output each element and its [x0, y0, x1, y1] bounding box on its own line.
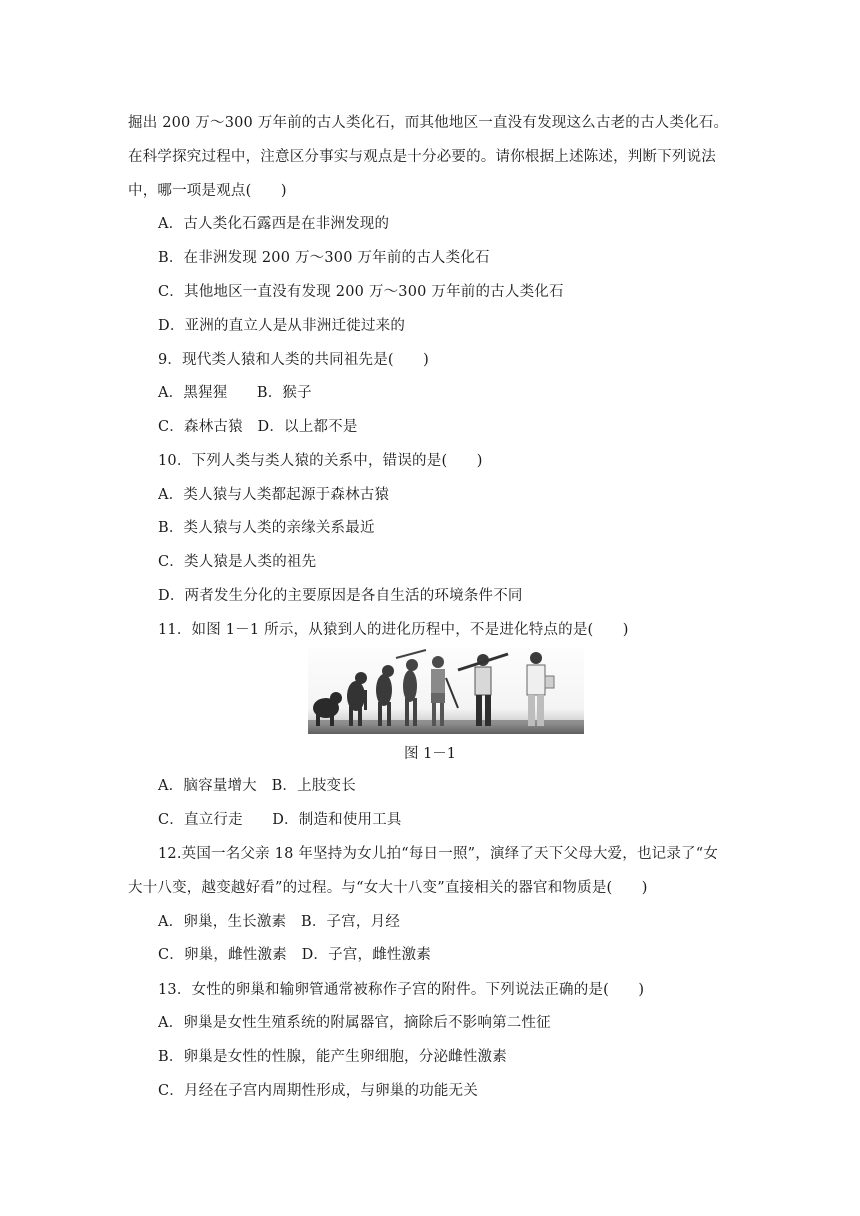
hominid-silhouette-3 — [376, 665, 394, 726]
option-b: B．类人猿与人类的亲缘关系最近 — [158, 520, 375, 536]
question-13: 13．女性的卵巢和输卵管通常被称作子宫的附件。下列说法正确的是( ) — [158, 982, 645, 998]
figure-caption: 图 1－1 — [403, 746, 457, 762]
options-ab: A．脑容量增大 B．上肢变长 — [158, 778, 356, 794]
question-11: 11．如图 1－1 所示，从猿到人的进化历程中，不是进化特点的是( ) — [158, 622, 629, 638]
option-c: C．其他地区一直没有发现 200 万～300 万年前的古人类化石 — [158, 284, 564, 300]
evolution-figure — [308, 648, 584, 734]
text-line: 中，哪一项是观点( ) — [128, 183, 287, 199]
ape-silhouette-2 — [347, 672, 367, 726]
option-c: C．月经在子宫内周期性形成，与卵巢的功能无关 — [158, 1083, 478, 1099]
options-ab: A．黑猩猩 B．猴子 — [158, 385, 312, 401]
human-evolution-illustration — [308, 648, 584, 734]
hominid-silhouette-4 — [396, 650, 426, 726]
option-a: A．类人猿与人类都起源于森林古猿 — [158, 487, 390, 503]
text-line: 在科学探究过程中，注意区分事实与观点是十分必要的。请你根据上述陈述，判断下列说法 — [128, 149, 716, 165]
options-cd: C．直立行走 D．制造和使用工具 — [158, 812, 402, 828]
options-cd: C．森林古猿 D．以上都不是 — [158, 419, 358, 435]
options-cd: C．卵巢，雌性激素 D．子宫，雌性激素 — [158, 947, 432, 963]
option-b: B．在非洲发现 200 万～300 万年前的古人类化石 — [158, 250, 490, 266]
text-line: 大十八变，越变越好看”的过程。与“女大十八变”直接相关的器官和物质是( ) — [128, 880, 648, 896]
options-ab: A．卵巢，生长激素 B．子宫，月经 — [158, 914, 401, 930]
option-d: D．两者发生分化的主要原因是各自生活的环境条件不同 — [158, 588, 523, 604]
option-a: A．卵巢是女性生殖系统的附属器官，摘除后不影响第二性征 — [158, 1015, 551, 1031]
question-9: 9．现代类人猿和人类的共同祖先是( ) — [158, 352, 430, 368]
option-b: B．卵巢是女性的性腺，能产生卵细胞，分泌雌性激素 — [158, 1049, 507, 1065]
text-line: 掘出 200 万～300 万年前的古人类化石，而其他地区一直没有发现这么古老的古人类化石。 — [128, 115, 729, 131]
option-c: C．类人猿是人类的祖先 — [158, 554, 317, 570]
human-silhouette-6 — [458, 654, 508, 726]
question-12: 12.英国一名父亲 18 年坚持为女儿拍“每日一照”，演绎了天下父母大爱，也记录了“女 — [158, 846, 719, 862]
question-10: 10．下列人类与类人猿的关系中，错误的是( ) — [158, 453, 483, 469]
option-a: A．古人类化石露西是在非洲发现的 — [158, 216, 390, 232]
option-d: D．亚洲的直立人是从非洲迁徙过来的 — [158, 318, 406, 334]
human-silhouette-7 — [527, 652, 554, 726]
hominid-silhouette-5 — [431, 656, 458, 726]
